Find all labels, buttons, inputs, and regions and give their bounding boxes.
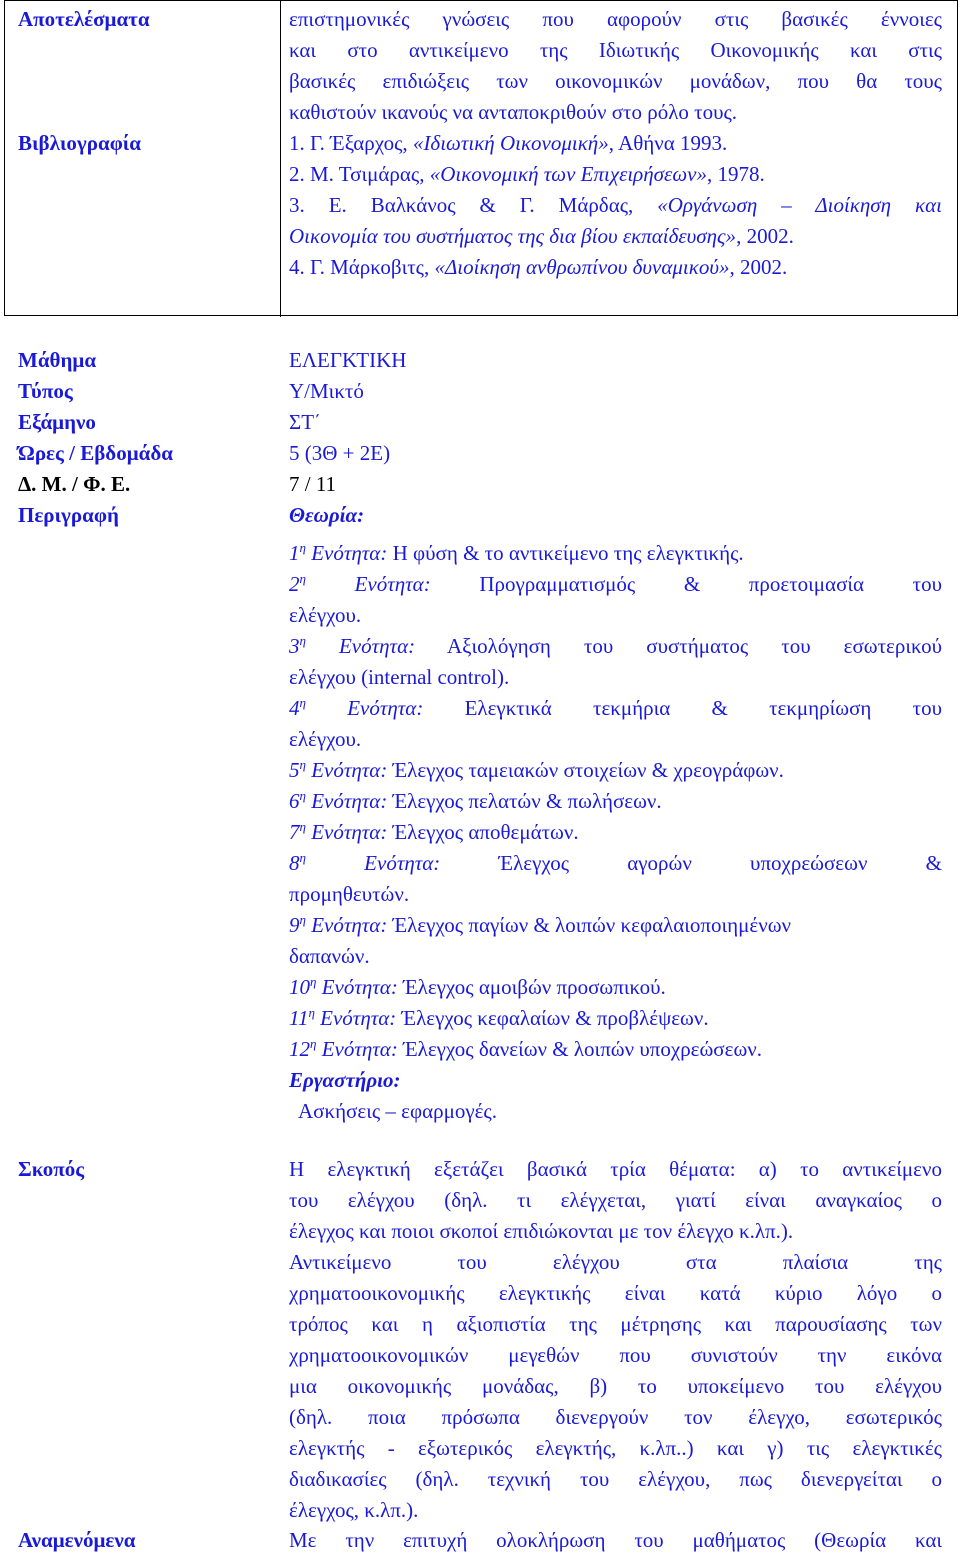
results-line: βασικές επιδιώξεις των οικονομικών μονάδων, που θα τους [289,69,942,93]
results-label: Αποτελέσματα [18,7,150,31]
dm-fe-label: Δ. Μ. / Φ. Ε. [18,472,131,496]
type-value: Υ/Μικτό [289,379,364,403]
purpose-line: χρηματοοικονομικών μεγεθών που συνιστούν την εικόνα [289,1343,942,1367]
purpose-line: μια οικονομικής μονάδας, β) το υποκείμενο του ελέγχου [289,1374,942,1398]
purpose-line: τρόπος και η αξιοπιστία της μέτρησης και παρουσίασης των [289,1312,942,1336]
purpose-line: χρηματοοικονομικής ελεγκτικής είναι κατά κύριο λόγο ο [289,1281,942,1305]
purpose-label: Σκοπός [18,1157,85,1181]
unit-item: $6^\eta$ Ενότητα: Έλεγχος πελατών & πωλήσεων. [289,788,662,813]
unit-item-continued: ελέγχου. [289,603,362,627]
lab-label: Εργαστήριο: [289,1068,401,1092]
unit-item: $4^\eta$ Ενότητα: Ελεγκτικά τεκμήρια & τεκμηρίωση του [289,695,942,720]
lab-text: Ασκήσεις – εφαρμογές. [298,1099,497,1123]
unit-item: $8^\eta$ Ενότητα: Έλεγχος αγορών υποχρεώσεων & [289,850,942,875]
purpose-line: διαδικασίες (δηλ. τεχνική του ελέγχου, πως διενεργείται ο [289,1467,942,1491]
purpose-line: Αντικείμενο του ελέγχου στα πλαίσια της [289,1250,942,1274]
purpose-line: έλεγχος και ποιοι σκοποί επιδιώκονται με τον έλεγχο κ.λπ.). [289,1219,794,1243]
reference-item: 3. Ε. Βαλκάνος & Γ. Μάρδας, «Οργάνωση – Διοίκηση και [289,193,942,217]
unit-item-continued: ελέγχου. [289,727,362,751]
unit-item: $2^\eta$ Ενότητα: Προγραμματισμός & προετοιμασία του [289,571,942,596]
unit-item: $10^\eta$ Ενότητα: Έλεγχος αμοιβών προσωπικού. [289,974,666,999]
unit-item: $3^\eta$ Ενότητα: Αξιολόγηση του συστήματος του εσωτερικού [289,633,942,658]
results-line: επιστημονικές γνώσεις που αφορούν στις βασικές έννοιες [289,7,942,31]
table-divider [280,1,281,317]
bibliography-label: Βιβλιογραφία [18,131,142,155]
unit-item-continued: δαπανών. [289,944,370,968]
results-line: καθιστούν ικανούς να ανταποκριθούν στο ρόλο τους. [289,100,738,124]
unit-item: $1^\eta$ Ενότητα: Η φύση & το αντικείμενο της ελεγκτικής. [289,540,744,565]
purpose-line: ελεγκτής - εξωτερικός ελεγκτής, κ.λπ..) και γ) τις ελεγκτικές [289,1436,942,1460]
hours-label: Ώρες / Εβδομάδα [18,441,173,465]
purpose-line: του ελέγχου (δηλ. τι ελέγχεται, γιατί είναι αναγκαίος ο [289,1188,942,1212]
type-label: Τύπος [18,379,73,403]
purpose-line: έλεγχος, κ.λπ.). [289,1498,419,1522]
theory-label: Θεωρία: [289,503,365,527]
description-label: Περιγραφή [18,503,119,527]
semester-value: ΣΤ΄ [289,410,322,434]
purpose-line: Η ελεγκτική εξετάζει βασικά τρία θέματα: α) το αντικείμενο [289,1157,942,1181]
reference-item: 2. Μ. Τσιμάρας, «Οικονομική των Επιχειρήσεων», 1978. [289,162,765,186]
unit-item: $12^\eta$ Ενότητα: Έλεγχος δανείων & λοιπών υποχρεώσεων. [289,1036,763,1061]
unit-item: $11^\eta$ Ενότητα: Έλεγχος κεφαλαίων & προβλέψεων. [289,1005,709,1030]
unit-item-continued: ελέγχου (internal control). [289,665,510,689]
unit-item: $5^\eta$ Ενότητα: Έλεγχος ταμειακών στοιχείων & χρεογράφων. [289,757,784,782]
subject-label: Μάθημα [18,348,97,372]
hours-value: 5 (3Θ + 2Ε) [289,441,391,465]
expected-line: Με την επιτυχή ολοκλήρωση του μαθήματος (Θεωρία και [289,1528,942,1552]
reference-item: 4. Γ. Μάρκοβιτς, «Διοίκηση ανθρωπίνου δυναμικού», 2002. [289,255,788,279]
reference-item-continued: Οικονομία του συστήματος της δια βίου εκπαίδευσης», 2002. [289,224,794,248]
subject-value: ΕΛΕΓΚΤΙΚΗ [289,348,407,372]
purpose-line: (δηλ. ποια πρόσωπα διενεργούν τον έλεγχο, εσωτερικός [289,1405,942,1429]
results-line: και στο αντικείμενο της Ιδιωτικής Οικονομικής και στις [289,38,942,62]
dm-fe-value: 7 / 11 [289,472,337,496]
unit-item-continued: προμηθευτών. [289,882,410,906]
unit-item: $9^\eta$ Ενότητα: Έλεγχος παγίων & λοιπών κεφαλαιοποιημένων [289,912,792,937]
reference-item: 1. Γ. Έξαρχος, «Ιδιωτική Οικονομική», Αθήνα 1993. [289,131,728,155]
semester-label: Εξάμηνο [18,410,96,434]
unit-item: $7^\eta$ Ενότητα: Έλεγχος αποθεμάτων. [289,819,579,844]
expected-label: Αναμενόμενα [18,1528,136,1552]
